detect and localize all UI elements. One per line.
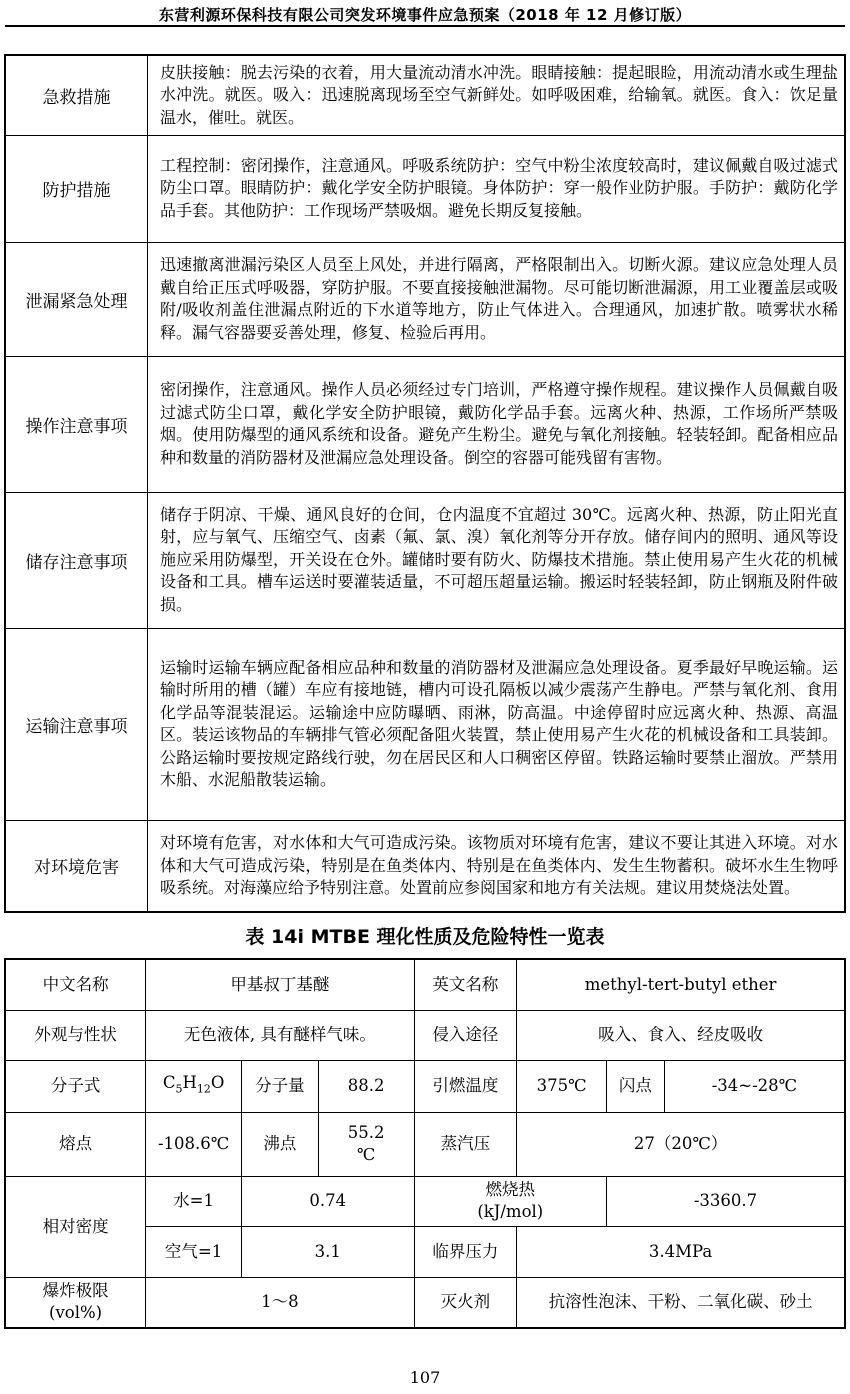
route-label: 侵入途径: [414, 1010, 517, 1060]
mw-label: 分子量: [242, 1060, 319, 1112]
page-header: 东营利源环保科技有限公司突发环境事件应急预案（2018 年 12 月修订版）: [158, 6, 692, 24]
vp-value: 27（20℃）: [517, 1112, 845, 1176]
row-text: 工程控制：密闭操作，注意通风。呼吸系统防护：空气中粉尘浓度较高时，建议佩戴自吸过滤式防尘口罩。眼睛防护：戴化学安全防护眼镜。身体防护：穿一般作业防护服。手防护：戴防化学品手套。其他防护：工作现场严禁吸烟。避免长期反复接触。: [148, 135, 846, 242]
formula-value: [146, 1060, 242, 1112]
table-row: [5, 356, 845, 492]
row-label: 急救措施: [5, 55, 148, 135]
water-label: 水=1: [146, 1176, 242, 1226]
table-row: [5, 1010, 845, 1060]
row-label: 防护措施: [5, 135, 148, 242]
cn-name-label: 中文名称: [5, 959, 146, 1010]
table-row: [5, 242, 845, 356]
explosion-label-line2: (vol%): [49, 1303, 103, 1323]
flash-value: -34~-28℃: [664, 1060, 845, 1112]
bp-number: 55.2: [347, 1123, 385, 1142]
row-text: 运输时运输车辆应配备相应品种和数量的消防器材及泄漏应急处理设备。夏季最好早晚运输。运输时所用的槽（罐）车应有接地链，槽内可设孔隔板以减少震荡产生静电。严禁与氧化剂、食用化学品等混装混运。运输途中应防曝晒、雨淋，防高温。中途停留时应远离火种、热源、高温区。装运该物品的车辆排气管必须配备阻火装置，禁止使用易产生火花的机械设备和工具装卸。公路运输时要按规定路线行驶，勿在居民区和人口稠密区停留。铁路运输时要禁止溜放。严禁用木船、水泥船散装运输。: [148, 628, 846, 820]
ignition-value: 375℃: [517, 1060, 607, 1112]
air-label: 空气=1: [146, 1226, 242, 1277]
table-row: [5, 55, 845, 135]
formula-c: C: [162, 1072, 176, 1092]
table-row: [5, 1112, 845, 1176]
bp-label: 沸点: [242, 1112, 319, 1176]
explosion-label: [5, 1277, 146, 1328]
mtbe-properties-table: [4, 958, 846, 1329]
row-text: 密闭操作，注意通风。操作人员必须经过专门培训，严格遵守操作规程。建议操作人员佩戴自吸过滤式防尘口罩，戴化学安全防护眼镜，戴防化学品手套。远离火种、热源，工作场所严禁吸烟。使用防爆型的通风系统和设备。避免产生粉尘。避免与氧化剂接触。轻装轻卸。配备相应品种和数量的消防器材及泄漏应急处理设备。倒空的容器可能残留有害物。: [148, 356, 846, 492]
formula-o: O: [210, 1072, 225, 1092]
ignition-label: 引燃温度: [414, 1060, 517, 1112]
row-text: 储存于阴凉、干燥、通风良好的仓间，仓内温度不宜超过 30℃。远离火种、热源，防止阳光直射，应与氧气、压缩空气、卤素（氟、氯、溴）氧化剂等分开存放。储存间内的照明、通风等设施应采用防爆型，开关设在仓外。罐储时要有防火、防爆技术措施。禁止使用易产生火花的机械设备和工具。槽车运送时要灌装适量，不可超压超量运输。搬运时轻装轻卸，防止钢瓶及附件破损。: [148, 492, 846, 628]
en-name-label: 英文名称: [414, 959, 517, 1010]
table-row: [5, 492, 845, 628]
extinguish-value: 抗溶性泡沫、干粉、二氧化碳、砂土: [517, 1277, 845, 1328]
air-value: 3.1: [242, 1226, 415, 1277]
heat-label-line2: (kJ/mol): [477, 1202, 544, 1221]
heat-value: -3360.7: [607, 1176, 846, 1226]
explosion-label-line1: 爆炸极限: [42, 1281, 109, 1301]
density-label: 相对密度: [5, 1176, 146, 1277]
explosion-value: 1～8: [146, 1277, 414, 1328]
mp-label: 熔点: [5, 1112, 146, 1176]
row-label: 操作注意事项: [5, 356, 148, 492]
row-text: 皮肤接触：脱去污染的衣着，用大量流动清水冲洗。眼睛接触：提起眼睑，用流动清水或生理盐水冲洗。就医。吸入：迅速脱离现场至空气新鲜处。如呼吸困难，给输氧。就医。食入：饮足量温水，催吐。就医。: [148, 55, 846, 135]
table-title: 表 14i MTBE 理化性质及危险特性一览表: [245, 926, 605, 948]
bp-unit: ℃: [356, 1145, 376, 1164]
formula-label: 分子式: [5, 1060, 146, 1112]
row-label: 对环境危害: [5, 820, 148, 912]
table-row: [5, 1060, 845, 1112]
cn-name-value: 甲基叔丁基醚: [146, 959, 414, 1010]
vp-label: 蒸汽压: [414, 1112, 517, 1176]
table-row: [5, 820, 845, 912]
formula-h: H: [182, 1072, 197, 1092]
bp-value: [318, 1112, 414, 1176]
critical-label: 临界压力: [414, 1226, 517, 1277]
safety-measures-table: [4, 54, 846, 913]
route-value: 吸入、食入、经皮吸收: [517, 1010, 845, 1060]
en-name-value: methyl-tert-butyl ether: [517, 959, 845, 1010]
appearance-label: 外观与性状: [5, 1010, 146, 1060]
appearance-value: 无色液体, 具有醚样气味。: [146, 1010, 414, 1060]
row-label: 泄漏紧急处理: [5, 242, 148, 356]
row-label: 运输注意事项: [5, 628, 148, 820]
table-row: [5, 628, 845, 820]
water-value: 0.74: [242, 1176, 415, 1226]
table-row: [5, 959, 845, 1010]
table-row: [5, 1277, 845, 1328]
critical-value: 3.4MPa: [517, 1226, 845, 1277]
mp-value: -108.6℃: [146, 1112, 242, 1176]
table-row: [5, 1176, 845, 1226]
row-text: 迅速撤离泄漏污染区人员至上风处，并进行隔离，严格限制出入。切断火源。建议应急处理人员戴自给正压式呼吸器，穿防护服。不要直接接触泄漏物。尽可能切断泄漏源，用工业覆盖层或吸附/吸收剂盖住泄漏点附近的下水道等地方，防止气体进入。合理通风，加速扩散。喷雾状水稀释。漏气容器要妥善处理，修复、检验后再用。: [148, 242, 846, 356]
heat-label-line1: 燃烧热: [485, 1180, 536, 1199]
row-text: 对环境有危害，对水体和大气可造成污染。该物质对环境有危害，建议不要让其进入环境。对水体和大气可造成污染，特别是在鱼类体内、特别是在鱼类体内、发生生物蓄积。破坏水生生物呼吸系统。对海藻应给予特别注意。处置前应参阅国家和地方有关法规。建议用焚烧法处置。: [148, 820, 846, 912]
mw-value: 88.2: [318, 1060, 414, 1112]
formula-h-count: 12: [196, 1082, 211, 1096]
heat-label: [414, 1176, 606, 1226]
formula-c-count: 5: [175, 1082, 183, 1096]
extinguish-label: 灭火剂: [414, 1277, 517, 1328]
header-rule: [5, 25, 845, 27]
flash-label: 闪点: [607, 1060, 665, 1112]
page-number: 107: [409, 1368, 441, 1387]
table-row: [5, 135, 845, 242]
row-label: 储存注意事项: [5, 492, 148, 628]
